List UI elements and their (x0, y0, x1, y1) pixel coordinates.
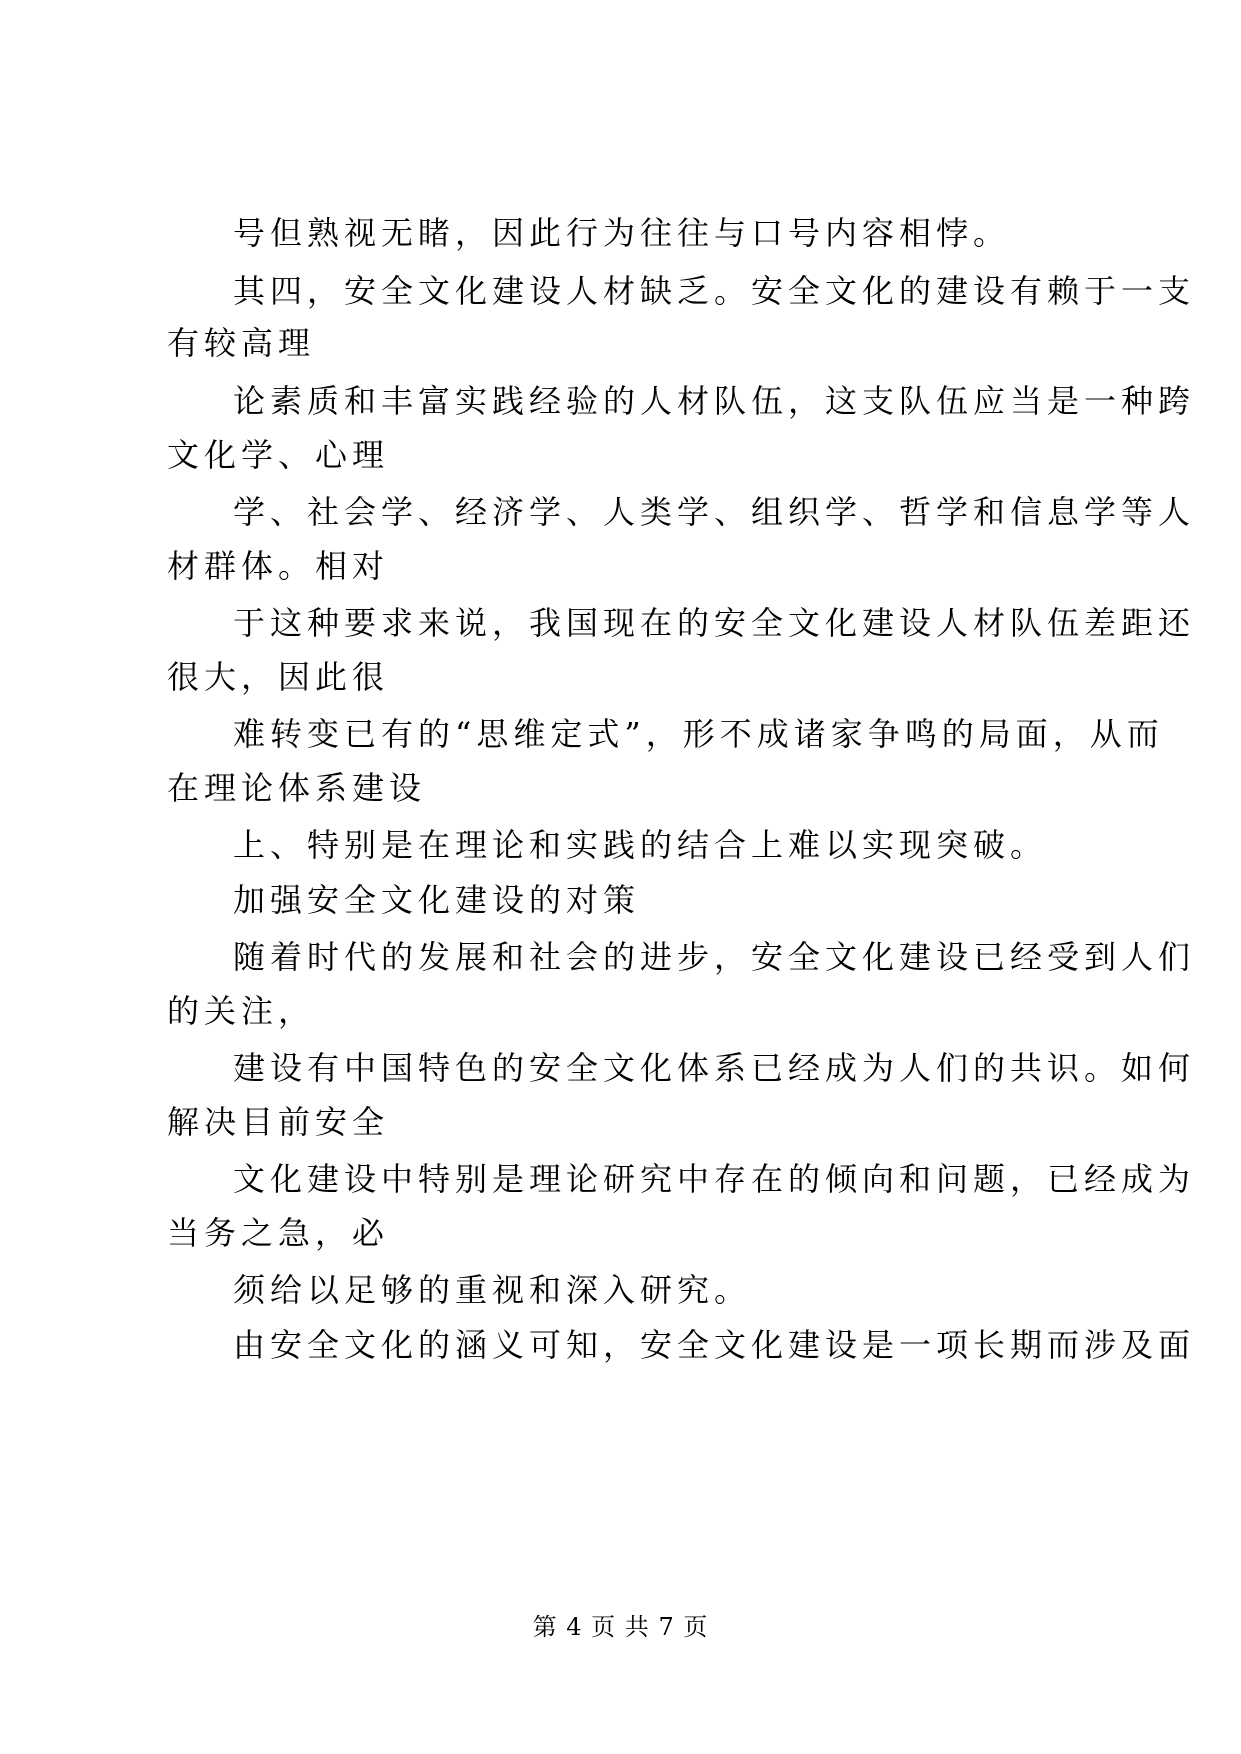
text-line: 随着时代的发展和社会的进步，安全文化建设已经受到人们 (233, 938, 1196, 976)
text-line: 有较高理 (167, 324, 316, 362)
text-line: 在理论体系建设 (167, 769, 427, 807)
text-line: 解决目前安全 (167, 1103, 390, 1141)
text-line: 文化建设中特别是理论研究中存在的倾向和问题，已经成为 (233, 1160, 1196, 1198)
text-line: 由安全文化的涵义可知，安全文化建设是一项长期而涉及面 (233, 1326, 1196, 1364)
text-line: 须给以足够的重视和深入研究。 (233, 1271, 752, 1309)
text-line: 于这种要求来说，我国现在的安全文化建设人材队伍差距还 (233, 604, 1196, 642)
text-line: 上、特别是在理论和实践的结合上难以实现突破。 (233, 826, 1048, 864)
text-line: 建设有中国特色的安全文化体系已经成为人们的共识。如何 (233, 1049, 1196, 1087)
text-line: 的关注， (167, 992, 316, 1030)
text-line: 号但熟视无睹，因此行为往往与口号内容相悖。 (233, 214, 1011, 252)
text-line: 论素质和丰富实践经验的人材队伍，这支队伍应当是一种跨 (233, 382, 1196, 420)
text-line: 当务之急，必 (167, 1214, 390, 1252)
section-heading: 加强安全文化建设的对策 (233, 881, 641, 919)
page-number-footer: 第 4 页 共 7 页 (532, 1613, 709, 1641)
text-line: 材群体。相对 (167, 547, 390, 585)
text-line: 难转变已有的“思维定式”，形不成诸家争鸣的局面，从而 (233, 715, 1164, 753)
text-line: 文化学、心理 (167, 436, 390, 474)
text-line: 其四，安全文化建设人材缺乏。安全文化的建设有赖于一支 (233, 272, 1196, 310)
text-line: 很大，因此很 (167, 658, 390, 696)
text-line: 学、社会学、经济学、人类学、组织学、哲学和信息学等人 (233, 493, 1196, 531)
